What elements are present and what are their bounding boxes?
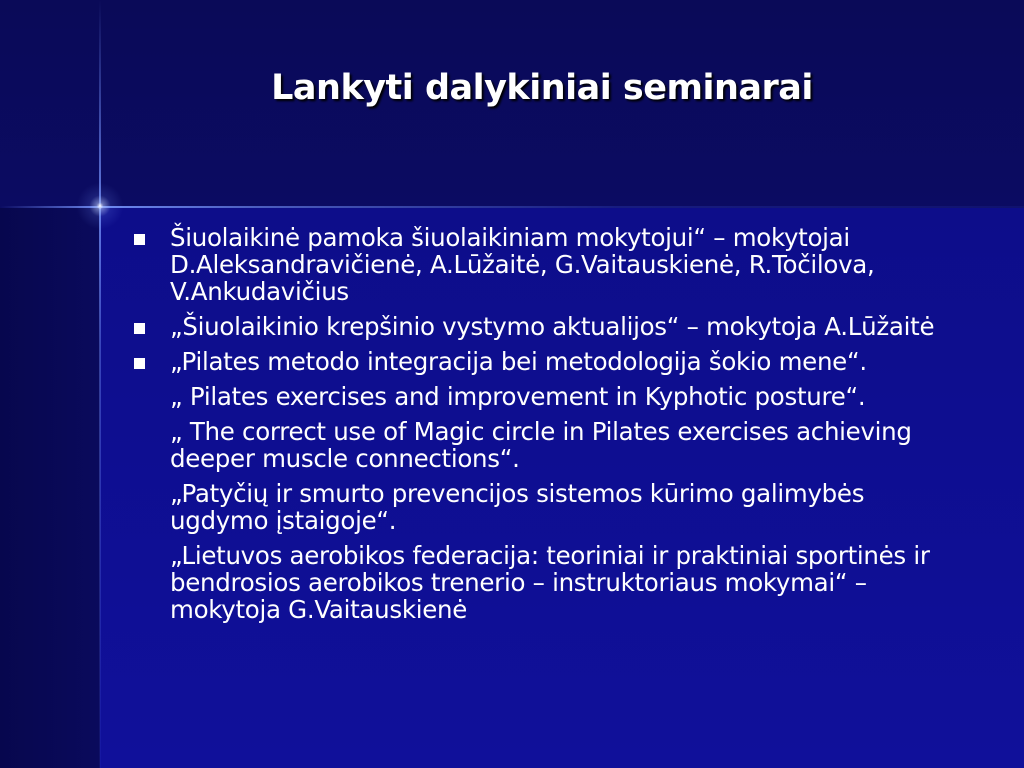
slide-title: Lankyti dalykiniai seminarai xyxy=(271,68,813,108)
list-item xyxy=(128,313,968,340)
list-item xyxy=(128,383,968,410)
list-item-text: „ Pilates exercises and improvement in Kyphotic posture“. xyxy=(170,382,866,411)
square-bullet-icon xyxy=(134,323,145,334)
square-bullet-icon xyxy=(134,234,145,245)
decorative-vertical-line xyxy=(99,0,101,768)
list-item xyxy=(128,348,968,375)
background-left-strip xyxy=(0,208,100,768)
list-item xyxy=(128,480,968,534)
list-item-text: „Pilates metodo integracija bei metodologija šokio mene“. xyxy=(170,347,867,376)
list-item-text: Šiuolaikinė pamoka šiuolaikiniam mokytojui“ – mokytojai D.Aleksandravičienė, A.Lūžaitė, G.Vaitauskienė, R.Točilova, V.Ankudavičius xyxy=(170,223,875,306)
list-item xyxy=(128,542,968,623)
list-item-text: „Patyčių ir smurto prevencijos sistemos kūrimo galimybės ugdymo įstaigoje“. xyxy=(170,479,865,535)
list-item-text: „Lietuvos aerobikos federacija: teoriniai ir praktiniai sportinės ir bendrosios aerobikos trenerio – instruktoriaus mokymai“ – mokytoja G.Vaitauskienė xyxy=(170,541,930,624)
bullet-list xyxy=(128,224,968,631)
list-item-text: „Šiuolaikinio krepšinio vystymo aktualijos“ – mokytoja A.Lūžaitė xyxy=(170,312,935,341)
sparkle-icon xyxy=(70,176,130,236)
list-item-text: „ The correct use of Magic circle in Pilates exercises achieving deeper muscle connections“. xyxy=(170,417,912,473)
list-item xyxy=(128,418,968,472)
list-item xyxy=(128,224,968,305)
decorative-horizontal-line xyxy=(0,206,1024,208)
square-bullet-icon xyxy=(134,358,145,369)
